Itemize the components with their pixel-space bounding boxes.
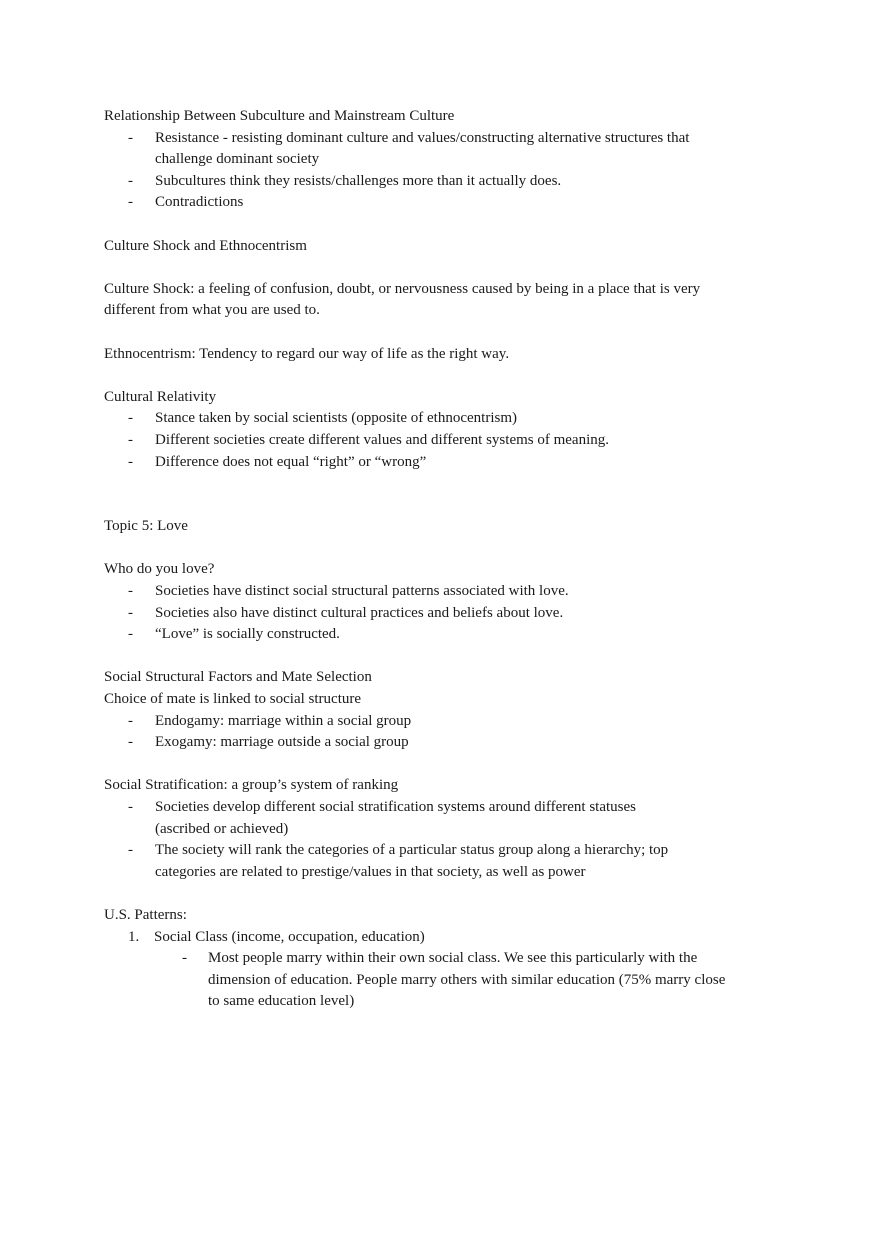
bullet-dash: - (128, 583, 133, 600)
bullet-dash: - (128, 626, 133, 643)
bullet-text: The society will rank the categories of a particular status group along a hierarchy; top categories are related to prestige/values in that society, as well as power (155, 842, 669, 880)
bullet-text: Societies also have distinct cultural practices and beliefs about love. (155, 604, 564, 621)
list-item (104, 732, 744, 754)
bullet-dash: - (128, 172, 133, 189)
bullet-text: Endogamy: marriage within a social group (155, 712, 412, 729)
cultural-relativity-heading: Cultural Relativity (104, 388, 217, 405)
item-label: Social Class (income, occupation, education) (154, 928, 425, 945)
list-item (104, 581, 744, 603)
subculture-heading: Relationship Between Subculture and Mainstream Culture (104, 108, 455, 124)
bullet-dash: - (128, 604, 133, 621)
topic-heading: Topic 5: Love (104, 518, 188, 535)
who-love-heading: Who do you love? (104, 561, 215, 578)
bullet-text: Resistance - resisting dominant culture and values/constructing alternative structures that challenge dominant society (155, 129, 690, 168)
list-item (104, 192, 744, 214)
stratification-heading: Social Stratification: a group’s system of ranking (104, 777, 399, 794)
bullet-dash: - (128, 842, 133, 859)
bullet-text: Stance taken by social scientists (opposite of ethnocentrism) (155, 410, 517, 427)
bullet-dash: - (128, 453, 133, 470)
list-item (104, 624, 744, 646)
bullet-text: Contradictions (155, 194, 244, 211)
bullet-dash: - (128, 410, 133, 427)
list-item (104, 452, 744, 474)
bullet-dash: - (128, 129, 133, 146)
bullet-text: Difference does not equal “right” or “wrong” (155, 453, 427, 470)
item-number: 1. (128, 928, 140, 945)
list-item (104, 128, 695, 171)
mate-selection-heading: Social Structural Factors and Mate Selection (104, 669, 372, 686)
mate-selection-subheading: Choice of mate is linked to social structure (104, 691, 362, 708)
bullet-dash: - (128, 431, 133, 448)
us-patterns-heading: U.S. Patterns: (104, 906, 187, 923)
bullet-text: “Love” is socially constructed. (155, 626, 340, 643)
list-item (104, 711, 744, 733)
bullet-text: Different societies create different values and different systems of meaning. (155, 431, 609, 448)
list-item (104, 797, 675, 840)
bullet-text: Societies have distinct social structural patterns associated with love. (155, 583, 569, 600)
bullet-text: Societies develop different social stratification systems around different statuses (ascribed or achieved) (155, 799, 636, 837)
ethnocentrism-definition: Ethnocentrism: Tendency to regard our way of life as the right way. (104, 345, 510, 362)
bullet-dash: - (128, 194, 133, 211)
bullet-dash: - (128, 734, 133, 751)
list-item (104, 408, 744, 430)
bullet-dash: - (128, 799, 133, 815)
culture-shock-heading: Culture Shock and Ethnocentrism (104, 237, 307, 254)
bullet-dash: - (128, 712, 133, 729)
list-item (104, 603, 744, 625)
list-item (104, 840, 700, 883)
culture-shock-definition: Culture Shock: a feeling of confusion, doubt, or nervousness caused by being in a place that is very different from what you are used to. (104, 280, 701, 319)
list-item (104, 948, 730, 1013)
list-item (104, 430, 744, 452)
document-page (104, 106, 744, 1013)
bullet-text: Subcultures think they resists/challenges more than it actually does. (155, 172, 562, 189)
bullet-dash: - (182, 950, 187, 967)
bullet-text: Exogamy: marriage outside a social group (155, 734, 409, 751)
numbered-item (104, 927, 744, 949)
bullet-text: Most people marry within their own social class. We see this particularly with the dimension of education. People marry others with similar education (75% marry close to same education level) (208, 950, 726, 1010)
list-item (104, 171, 744, 193)
